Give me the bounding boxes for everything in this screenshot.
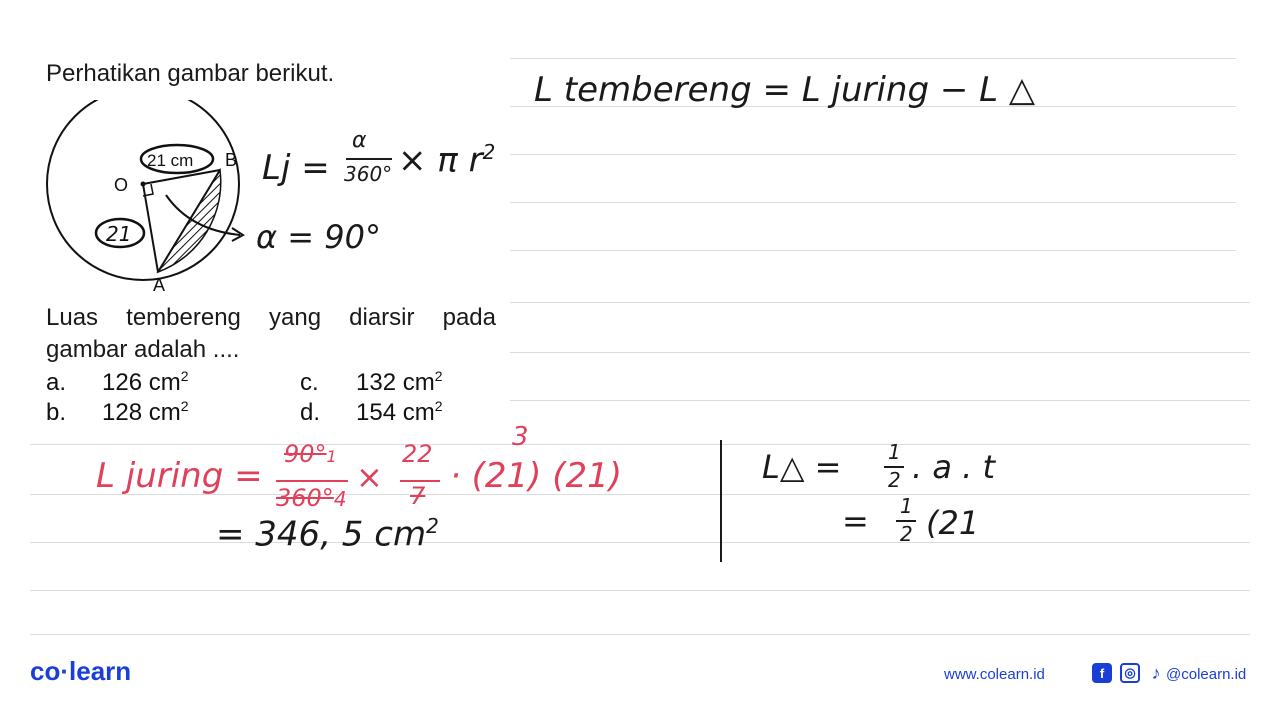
instagram-icon[interactable]: ◎	[1120, 663, 1140, 683]
label-a: A	[153, 275, 166, 295]
facebook-icon[interactable]: f	[1092, 663, 1112, 683]
note-lj-den: 360°	[344, 162, 393, 186]
circle-figure	[40, 100, 260, 300]
note-frac22-num: 22	[402, 440, 433, 468]
label-b: B	[225, 150, 238, 170]
note-ljuring-den: 360°4	[276, 484, 347, 512]
note-ljuring-times: ×	[356, 458, 383, 496]
note-ljuring-num: 90°1	[284, 440, 337, 468]
colearn-logo[interactable]: co·learn	[30, 656, 132, 686]
note-small-3: 3	[512, 422, 529, 452]
note-tembereng-formula: L tembereng = L juring − L △	[534, 70, 1036, 110]
note-ltri-left: L△ =	[762, 448, 842, 486]
note-lj-num: α	[352, 128, 367, 153]
note-ljuring-left: L juring =	[96, 456, 263, 496]
option-c[interactable]: c. 132 $cm^2$	[300, 368, 443, 396]
option-b[interactable]: b. 128 $cm^2$	[46, 398, 189, 426]
note-alpha: α = 90°	[256, 218, 381, 256]
note-ltri2-right: (21	[926, 504, 980, 542]
note-ljuring-rest: · (21) (21)	[450, 456, 623, 496]
option-d[interactable]: d. 154 $cm^2$	[300, 398, 443, 426]
note-frac22-den: 7	[410, 482, 426, 510]
label-o: O	[114, 175, 129, 195]
divider	[720, 440, 722, 562]
question-intro: Perhatikan gambar berikut.	[46, 60, 335, 87]
note-lj-left: Lj =	[262, 148, 330, 188]
note-lj-right: × π $r^2$	[398, 140, 496, 181]
footer-url[interactable]: www.colearn.id	[944, 666, 1045, 683]
tiktok-icon[interactable]: ♪	[1151, 662, 1161, 683]
question-body: Luas tembereng yang diarsir pada gambar adalah ....	[46, 304, 496, 363]
note-ltri2-left: =	[842, 502, 869, 540]
note-result: = 346, 5 $cm^2$	[216, 514, 439, 555]
footer-handle[interactable]: @colearn.id	[1166, 666, 1247, 683]
side-label: 21	[106, 222, 132, 246]
note-ltri2-half-den: 2	[900, 522, 913, 546]
note-ltri-half-den: 2	[888, 468, 901, 492]
option-a[interactable]: a. 126 $cm^2$	[46, 368, 189, 396]
note-ltri-right: . a . t	[912, 448, 996, 486]
radius-label: 21 cm	[147, 151, 194, 170]
note-ltri-half-num: 1	[888, 440, 901, 464]
note-ltri2-half-num: 1	[900, 494, 913, 518]
